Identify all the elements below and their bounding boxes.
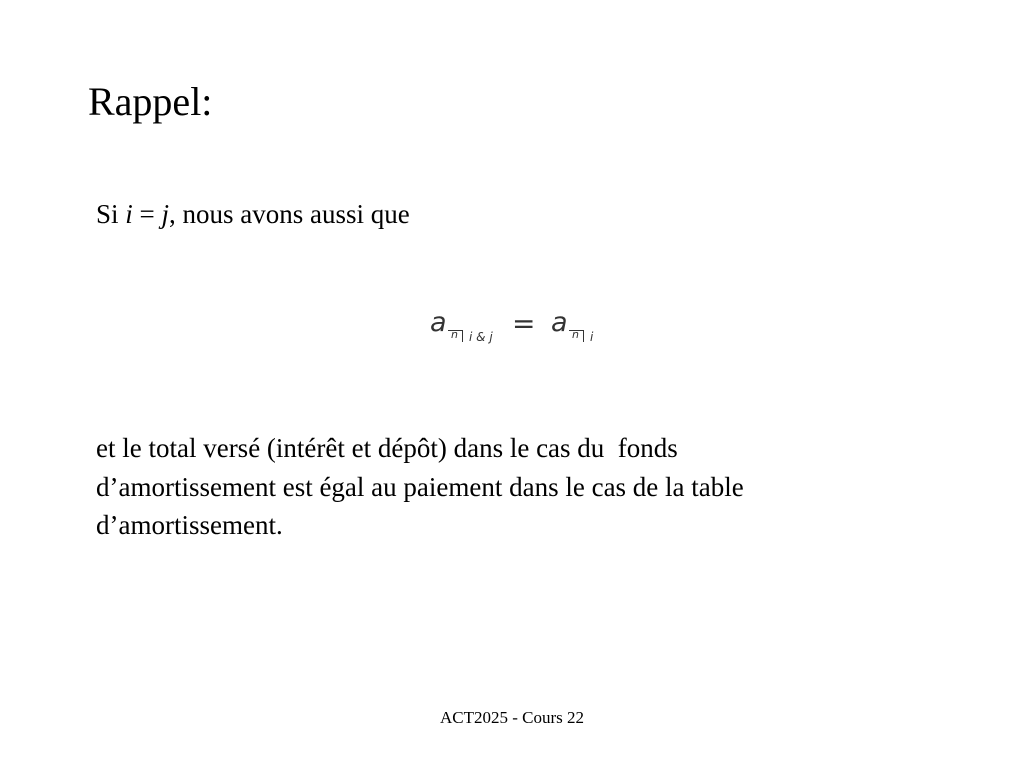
paragraph-line: d’amortissement est égal au paiement dans le cas de la table — [96, 471, 744, 502]
variable-j: j — [161, 199, 170, 229]
lhs-angle-side — [462, 330, 463, 342]
formula-equals: = — [512, 307, 536, 340]
annuity-formula — [428, 300, 618, 360]
body-paragraph — [96, 429, 976, 545]
rhs-n: n — [572, 328, 579, 341]
intro-equals: = — [132, 199, 162, 229]
lhs-subscript: i & j — [469, 330, 493, 344]
slide-title: Rappel: — [88, 79, 213, 124]
variable-i: i — [125, 199, 133, 229]
intro-line — [96, 197, 410, 231]
paragraph-line: d’amortissement. — [96, 510, 283, 540]
paragraph-line: et le total versé (intérêt et dépôt) dans le cas du fonds — [96, 433, 678, 463]
rhs-subscript: i — [590, 330, 594, 344]
intro-suffix: , nous avons aussi que — [169, 199, 410, 229]
lhs-n: n — [451, 328, 458, 341]
rhs-symbol: a — [551, 307, 568, 338]
lhs-symbol: a — [430, 307, 447, 338]
intro-prefix: Si — [96, 199, 126, 229]
slide-footer: ACT2025 - Cours 22 — [439, 708, 585, 727]
rhs-angle-side — [583, 330, 584, 342]
